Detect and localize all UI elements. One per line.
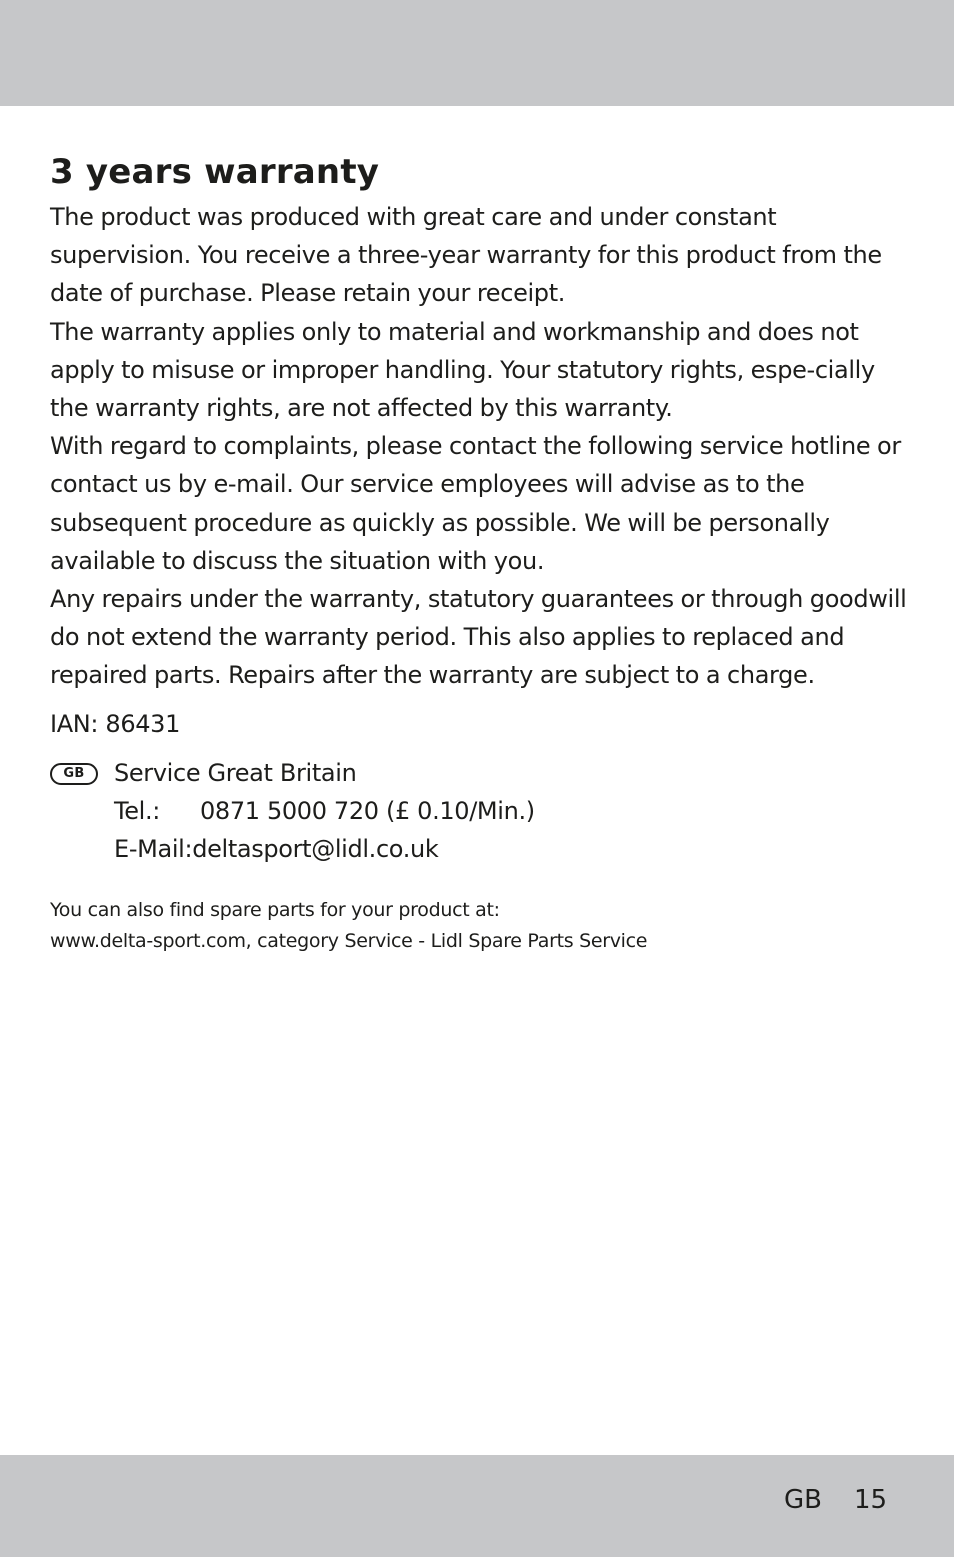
warranty-paragraph-4: Any repairs under the warranty, statutory guarantees or through goodwill do not extend the warranty period. This also applies to replaced and repaired parts. Repairs after the warranty are subject to a charge.: [50, 585, 907, 690]
tel-label: Tel.:: [114, 796, 160, 825]
page-title: 3 years warranty: [50, 152, 380, 192]
warranty-paragraph-1: The product was produced with great care and under constant supervision. You receive a three-year warranty for this product from the date of purchase. Please retain your receipt.: [50, 203, 882, 308]
page-number: 15: [854, 1485, 888, 1515]
tel-row: [114, 792, 910, 830]
page-content: [50, 148, 910, 957]
service-title: Service Great Britain: [114, 758, 357, 787]
spare-parts-line-2: www.delta-sport.com, category Service - Lidl Spare Parts Service: [50, 929, 648, 952]
country-badge-icon: GB: [50, 763, 98, 785]
tel-number: 0871 5000 720 (£ 0.10/Min.): [200, 796, 535, 825]
service-email: E-Mail:deltasport@lidl.co.uk: [114, 834, 439, 863]
service-contact-block: [50, 754, 910, 868]
ian-number: IAN: 86431: [50, 709, 181, 738]
warranty-paragraph-3: With regard to complaints, please contact the following service hotline or contact us by e-mail. Our service employees will advise as to the subsequent procedure as quickly as possible. We will be personally available to discuss the situation with you.: [50, 432, 901, 575]
header-bar: [0, 0, 954, 106]
spare-parts-line-1: You can also find spare parts for your product at:: [50, 898, 500, 921]
warranty-paragraph-2: The warranty applies only to material and workmanship and does not apply to misuse or improper handling. Your statutory rights, espe-cially the warranty rights, are not affected by this warranty.: [50, 317, 875, 423]
service-lines: [114, 754, 910, 868]
spare-parts-note: [50, 895, 910, 957]
footer-language: GB: [784, 1485, 822, 1515]
